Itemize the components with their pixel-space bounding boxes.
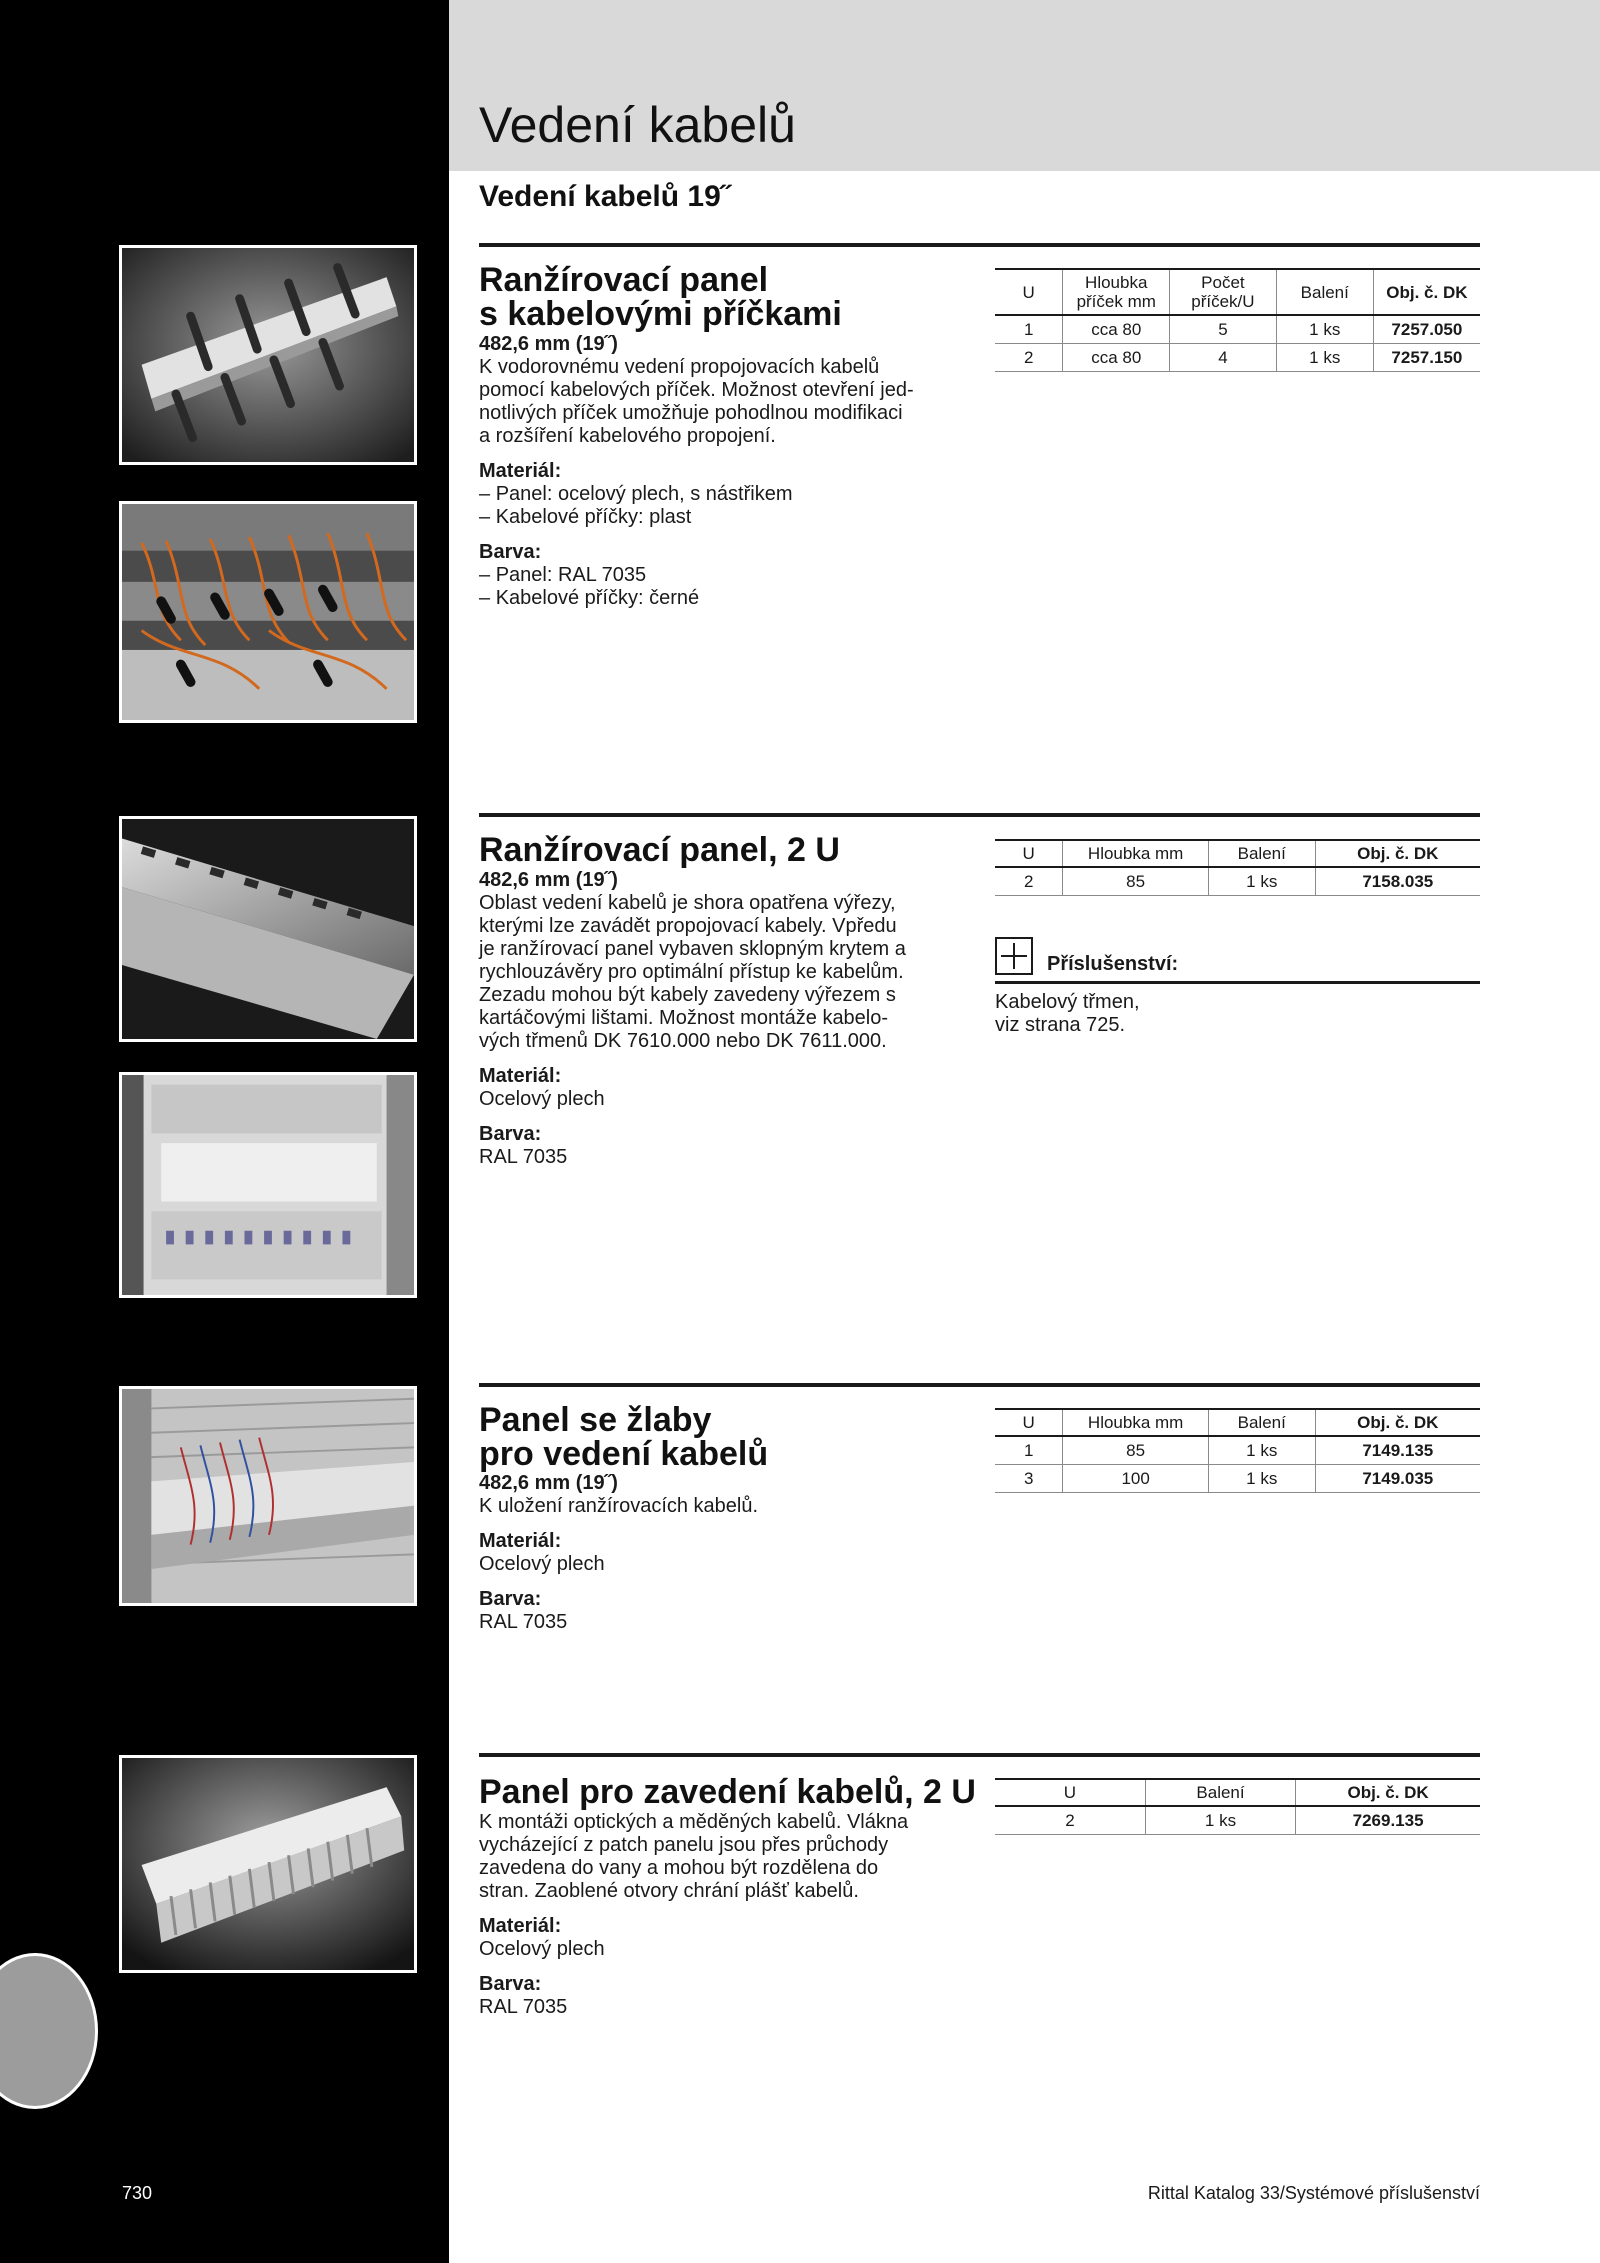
table-header: Balení xyxy=(1208,1409,1315,1436)
accessories-rule xyxy=(995,981,1480,984)
product-photo-trough-panel xyxy=(119,1386,417,1606)
table-cell: 1 xyxy=(995,1436,1063,1465)
table-header: U xyxy=(995,1409,1063,1436)
material-heading: Materiál: xyxy=(479,460,562,482)
table-cell: 1 ks xyxy=(1208,867,1315,896)
order-number: 7149.135 xyxy=(1315,1436,1480,1465)
material-item: – Kabelové příčky: plast xyxy=(479,506,959,529)
order-number: 7257.050 xyxy=(1373,315,1480,344)
section-body xyxy=(479,869,959,1169)
table-cell: 1 ks xyxy=(1208,1465,1315,1493)
table-header: U xyxy=(995,269,1063,315)
color-item: – Panel: RAL 7035 xyxy=(479,564,959,587)
section-body xyxy=(479,1811,959,2019)
page-number: 730 xyxy=(122,2183,153,2203)
accessories-heading: Příslušenství: xyxy=(1047,953,1179,975)
table-cell: 2 xyxy=(995,867,1063,896)
table-cell: 2 xyxy=(995,1806,1145,1835)
section-title xyxy=(479,833,840,867)
title-line: Panel se žlaby xyxy=(479,1401,712,1439)
table-row xyxy=(995,1436,1480,1465)
table-cell: cca 80 xyxy=(1063,344,1170,372)
table-header: Balení xyxy=(1145,1779,1295,1806)
section-title xyxy=(479,1403,768,1471)
order-number: 7269.135 xyxy=(1296,1806,1480,1835)
material-item: – Panel: ocelový plech, s nástřikem xyxy=(479,483,959,506)
material-heading: Materiál: xyxy=(479,1530,562,1552)
description-line: kterými lze zavádět propojovací kabely. Vpředu xyxy=(479,915,897,937)
section-rule xyxy=(479,813,1480,817)
description-line: rychlouzávěry pro optimální přístup ke kabelům. xyxy=(479,961,904,983)
color-item: RAL 7035 xyxy=(479,1146,568,1168)
color-item: – Kabelové příčky: černé xyxy=(479,587,959,610)
table-row xyxy=(995,867,1480,896)
table-header: U xyxy=(995,1779,1145,1806)
spec-table xyxy=(995,1408,1480,1493)
description-line: vycházející z patch panelu jsou přes průchody xyxy=(479,1834,889,1856)
table-header: Obj. č. DK xyxy=(1296,1779,1480,1806)
table-header: Obj. č. DK xyxy=(1315,1409,1480,1436)
table-cell: 85 xyxy=(1063,867,1209,896)
table-header: Hloubka mm xyxy=(1063,840,1209,867)
table-row xyxy=(995,1465,1480,1493)
description-line: kartáčovými lištami. Možnost montáže kabelo- xyxy=(479,1007,889,1029)
title-line: Ranžírovací panel, 2 U xyxy=(479,831,840,869)
table-header: Hloubka příček mm xyxy=(1063,269,1170,315)
size-label: 482,6 mm (19˝) xyxy=(479,333,618,355)
table-header-row xyxy=(995,840,1480,867)
description-line: pomocí kabelových příček. Možnost otevření jed- xyxy=(479,379,914,401)
table-header-row xyxy=(995,1409,1480,1436)
accessories-line: Kabelový třmen, xyxy=(995,991,1140,1013)
material-heading: Materiál: xyxy=(479,1915,562,1937)
description-line: vých třmenů DK 7610.000 nebo DK 7611.000. xyxy=(479,1030,887,1052)
product-photo-panel-bars xyxy=(119,245,417,465)
table-row xyxy=(995,344,1480,372)
section-body xyxy=(479,333,959,610)
title-line: pro vedení kabelů xyxy=(479,1435,769,1473)
table-cell: 85 xyxy=(1063,1436,1209,1465)
size-label: 482,6 mm (19˝) xyxy=(479,1472,618,1494)
section-title xyxy=(479,263,842,331)
spec-table xyxy=(995,1778,1480,1835)
product-photo-2u-panel xyxy=(119,816,417,1042)
description-line: a rozšíření kabelového propojení. xyxy=(479,425,776,447)
table-header: Balení xyxy=(1276,269,1373,315)
spec-table xyxy=(995,839,1480,896)
section-body xyxy=(479,1472,959,1634)
table-cell: cca 80 xyxy=(1063,315,1170,344)
catalog-footer: Rittal Katalog 33/Systémové příslušenství xyxy=(1147,2183,1480,2203)
color-item: RAL 7035 xyxy=(479,1996,568,2018)
plus-icon xyxy=(995,937,1033,975)
table-header-row xyxy=(995,1779,1480,1806)
order-number: 7149.035 xyxy=(1315,1465,1480,1493)
table-row xyxy=(995,315,1480,344)
table-cell: 3 xyxy=(995,1465,1063,1493)
material-item: Ocelový plech xyxy=(479,1553,605,1575)
description-line: stran. Zaoblené otvory chrání plášť kabelů. xyxy=(479,1880,859,1902)
table-header: U xyxy=(995,840,1063,867)
table-cell: 1 xyxy=(995,315,1063,344)
description-line: Zezadu mohou být kabely zavedeny výřezem s xyxy=(479,984,896,1006)
page-subtitle: Vedení kabelů 19˝ xyxy=(479,180,731,213)
material-item: Ocelový plech xyxy=(479,1088,605,1110)
table-cell: 1 ks xyxy=(1208,1436,1315,1465)
table-cell: 1 ks xyxy=(1276,344,1373,372)
section-rule xyxy=(479,1753,1480,1757)
table-cell: 4 xyxy=(1170,344,1277,372)
table-header: Hloubka mm xyxy=(1063,1409,1209,1436)
color-heading: Barva: xyxy=(479,541,542,563)
color-heading: Barva: xyxy=(479,1588,542,1610)
order-number: 7158.035 xyxy=(1315,867,1480,896)
table-cell: 2 xyxy=(995,344,1063,372)
material-item: Ocelový plech xyxy=(479,1938,605,1960)
accessories-text xyxy=(995,991,1140,1037)
title-line: s kabelovými příčkami xyxy=(479,295,842,333)
table-header: Počet příček/U xyxy=(1170,269,1277,315)
color-heading: Barva: xyxy=(479,1973,542,1995)
section-title xyxy=(479,1775,976,1809)
color-item: RAL 7035 xyxy=(479,1611,568,1633)
description-line: Oblast vedení kabelů je shora opatřena výřezy, xyxy=(479,892,896,914)
accessories-line: viz strana 725. xyxy=(995,1014,1126,1036)
section-rule xyxy=(479,243,1480,247)
description-line: je ranžírovací panel vybaven sklopným krytem a xyxy=(479,938,906,960)
table-cell: 5 xyxy=(1170,315,1277,344)
table-header: Obj. č. DK xyxy=(1315,840,1480,867)
order-number: 7257.150 xyxy=(1373,344,1480,372)
description-line: notlivých příček umožňuje pohodlnou modifikaci xyxy=(479,402,903,424)
description-line: K montáži optických a měděných kabelů. Vlákna xyxy=(479,1811,909,1833)
table-header: Obj. č. DK xyxy=(1373,269,1480,315)
description-line: zavedena do vany a mohou být rozdělena do xyxy=(479,1857,879,1879)
title-line: Ranžírovací panel xyxy=(479,261,769,299)
table-header: Balení xyxy=(1208,840,1315,867)
table-row xyxy=(995,1806,1480,1835)
title-line: Panel pro zavedení kabelů, 2 U xyxy=(479,1773,976,1811)
description-line: K vodorovnému vedení propojovacích kabelů xyxy=(479,356,880,378)
section-rule xyxy=(479,1383,1480,1387)
product-photo-panel-bars-cabling xyxy=(119,501,417,723)
spec-table xyxy=(995,268,1480,372)
product-photo-entry-panel xyxy=(119,1755,417,1973)
page-title: Vedení kabelů xyxy=(479,97,796,153)
description-line: K uložení ranžírovacích kabelů. xyxy=(479,1495,759,1517)
size-label: 482,6 mm (19˝) xyxy=(479,869,618,891)
table-cell: 1 ks xyxy=(1145,1806,1295,1835)
material-heading: Materiál: xyxy=(479,1065,562,1087)
product-photo-2u-panel-rack xyxy=(119,1072,417,1298)
table-cell: 100 xyxy=(1063,1465,1209,1493)
table-cell: 1 ks xyxy=(1276,315,1373,344)
table-header-row xyxy=(995,269,1480,315)
color-heading: Barva: xyxy=(479,1123,542,1145)
